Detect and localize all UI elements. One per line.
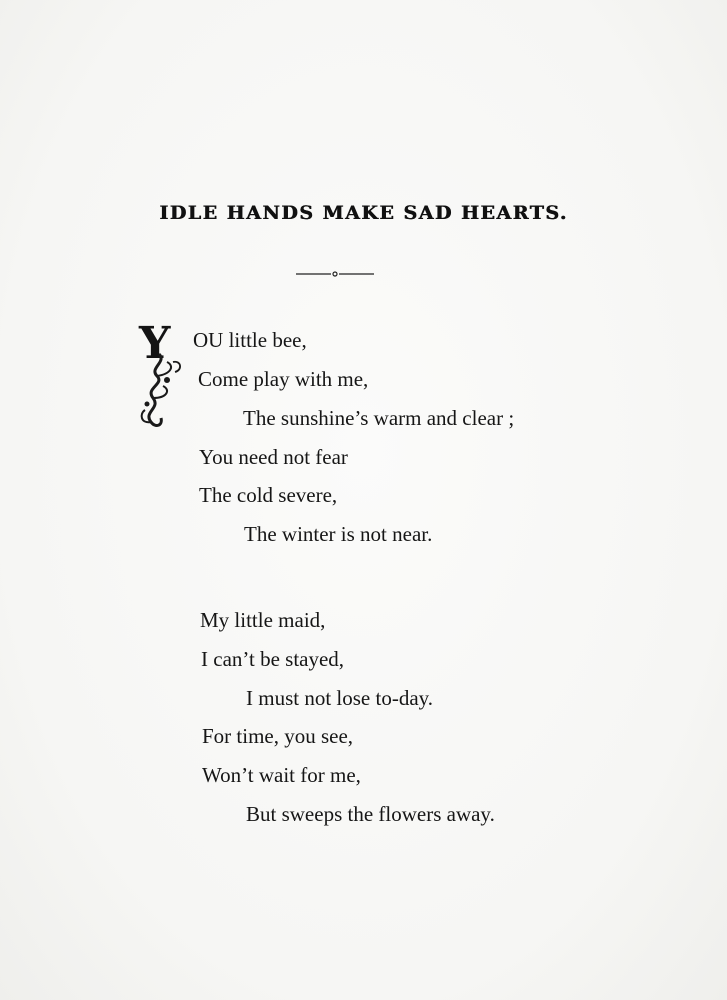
poem-title: IDLE HANDS MAKE SAD HEARTS. [159,202,568,224]
poem-line: You need not fear [199,445,348,469]
poem-line: Won’t wait for me, [202,763,361,787]
poem-line: My little maid, [200,608,326,632]
decorated-initial-letter [137,318,189,434]
drop-cap-letter: Y [139,318,171,369]
poem-line: Come play with me, [198,367,369,391]
poem-line: I must not lose to-day. [246,686,434,710]
poem-line: OU little bee, [193,328,307,352]
poem-line: But sweeps the flowers away. [246,802,495,826]
ornamental-rule [296,269,374,279]
poem-line: The cold severe, [199,483,338,507]
poem-line: The winter is not near. [244,522,433,546]
poem-line: I can’t be stayed, [201,647,345,671]
poem-line: For time, you see, [202,724,354,748]
poem-line: The sunshine’s warm and clear ; [243,406,515,430]
